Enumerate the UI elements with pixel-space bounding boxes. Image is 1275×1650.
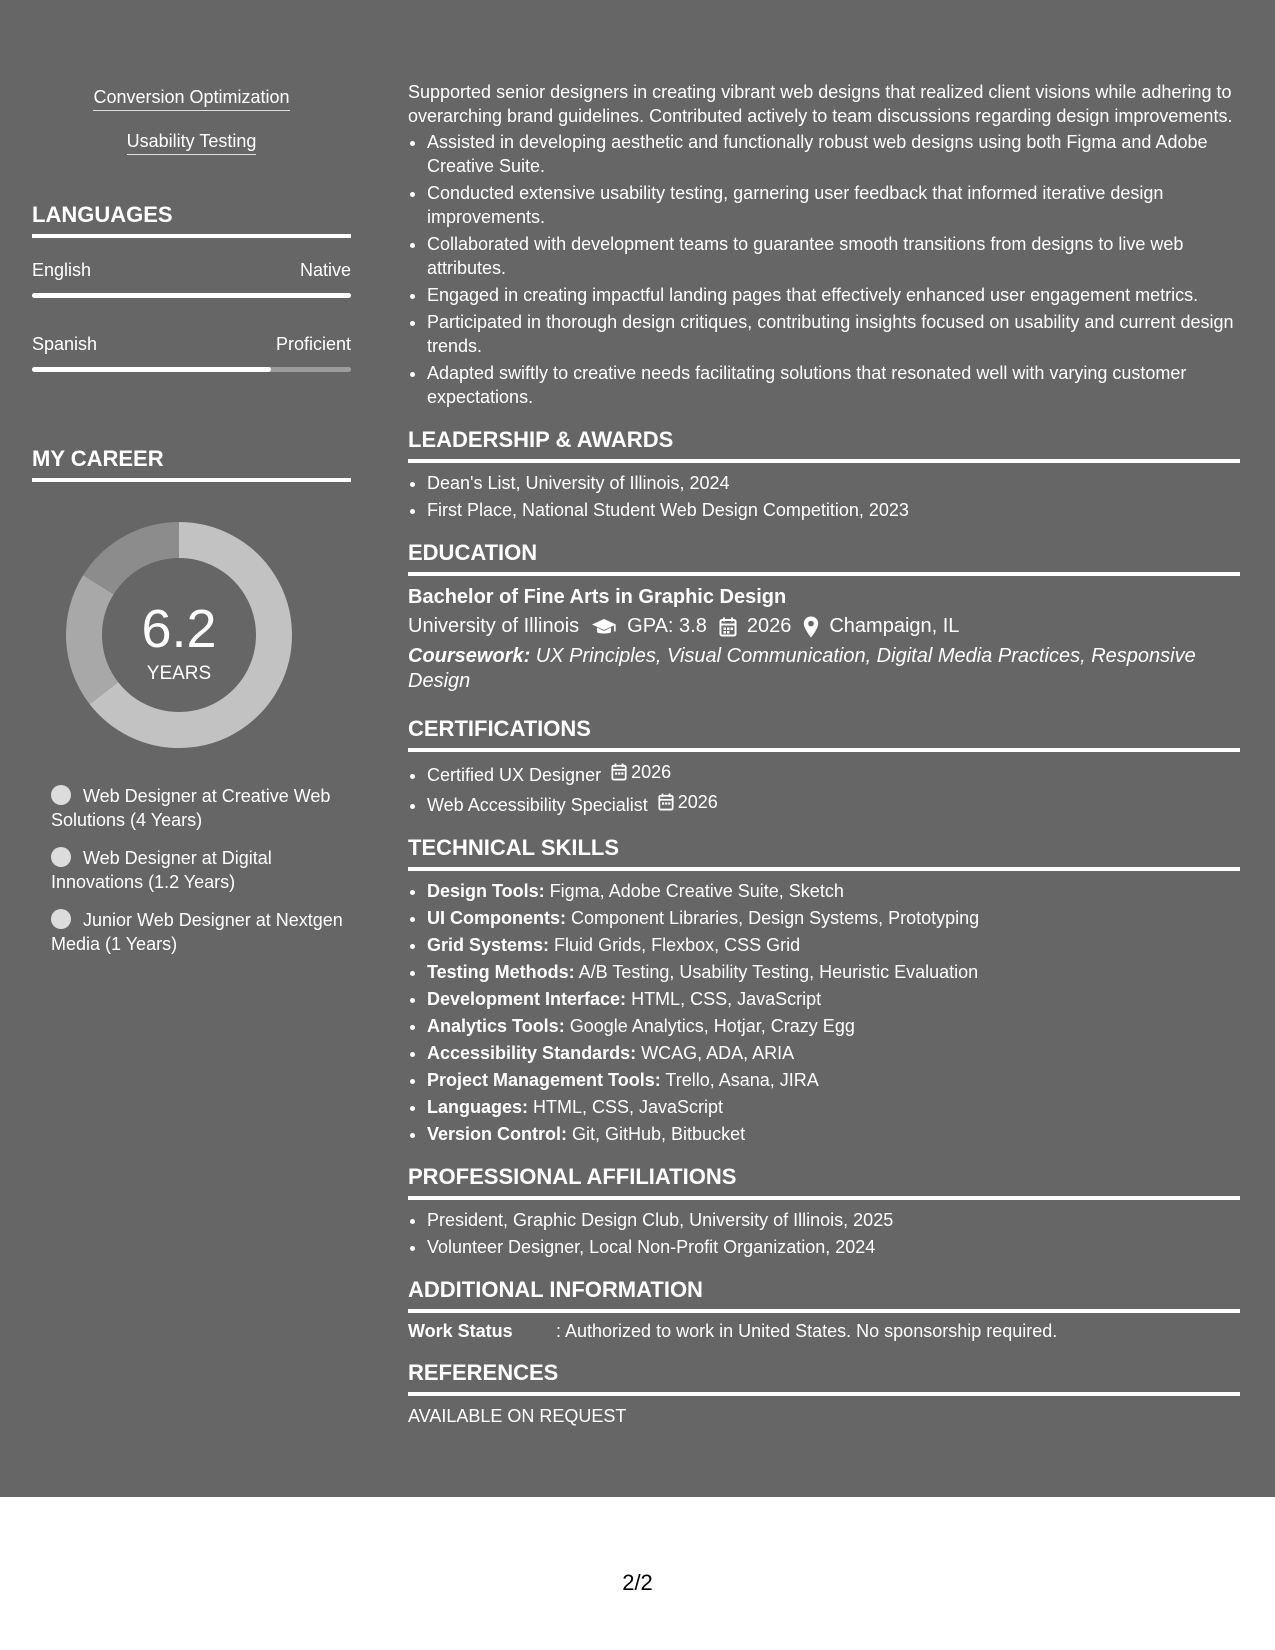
- list-item: [427, 790, 1240, 817]
- skill-value: Component Libraries, Design Systems, Prototyping: [566, 908, 980, 928]
- skill-value: WCAG, ADA, ARIA: [636, 1043, 795, 1063]
- skill-value: Figma, Adobe Creative Suite, Sketch: [544, 881, 844, 901]
- section-heading: ADDITIONAL INFORMATION: [408, 1277, 1240, 1313]
- skill-label: Grid Systems:: [427, 935, 550, 955]
- language-name: Spanish: [32, 334, 98, 354]
- gpa: GPA: 3.8: [627, 615, 707, 637]
- work-status-value: : Authorized to work in United States. No sponsorship required.: [556, 1321, 1058, 1341]
- skill-label: UI Components:: [427, 908, 566, 928]
- skill-value: HTML, CSS, JavaScript: [528, 1097, 724, 1117]
- skill-tags: [32, 86, 351, 174]
- list-item: [427, 1041, 1240, 1065]
- affiliations-section: [408, 1164, 1240, 1259]
- list-item: [427, 906, 1240, 930]
- experience-section: [408, 80, 1240, 409]
- work-status-row: [408, 1321, 1240, 1342]
- skill-value: Fluid Grids, Flexbox, CSS Grid: [549, 935, 801, 955]
- skill-value: Git, GitHub, Bitbucket: [567, 1124, 746, 1144]
- list-item: • Assisted in developing aesthetic and functionally robust web designs using both Figma and Adobe Creative Suite.: [427, 130, 1240, 178]
- language-bar-fill: [32, 293, 351, 298]
- list-item: [427, 760, 1240, 787]
- career-list: [51, 784, 351, 956]
- work-status-label: Work Status: [408, 1321, 513, 1341]
- list-item: [427, 1014, 1240, 1038]
- career-unit: YEARS: [146, 663, 212, 684]
- language-entry: [32, 334, 351, 372]
- certification-name: Web Accessibility Specialist: [427, 795, 648, 815]
- language-name: English: [32, 260, 92, 280]
- career-item: [51, 784, 351, 832]
- skill-value: HTML, CSS, JavaScript: [626, 989, 822, 1009]
- career-total: 6.2: [141, 599, 217, 659]
- career-arc: [98, 540, 179, 585]
- list-item: • Dean's List, University of Illinois, 2024: [427, 471, 1240, 495]
- certification-year: 2026: [631, 762, 672, 782]
- list-item: [427, 879, 1240, 903]
- bullet-dot-icon: [51, 847, 71, 867]
- skill-label: Accessibility Standards:: [427, 1043, 637, 1063]
- calendar-icon: [658, 793, 674, 811]
- career-heading: MY CAREER: [32, 446, 351, 482]
- education-section: [408, 540, 1240, 694]
- section-heading: TECHNICAL SKILLS: [408, 835, 1240, 871]
- skill-tag: Conversion Optimization: [93, 86, 289, 111]
- skill-value: Google Analytics, Hotjar, Crazy Egg: [564, 1016, 855, 1036]
- technical-skills-section: [408, 835, 1240, 1146]
- list-item: • Engaged in creating impactful landing pages that effectively enhanced user engagement metrics.: [427, 283, 1240, 307]
- language-level: Native: [299, 260, 351, 280]
- graduation-cap-icon: [591, 617, 617, 637]
- skill-label: Testing Methods:: [427, 962, 575, 982]
- skill-value: Trello, Asana, JIRA: [660, 1070, 819, 1090]
- languages-heading: LANGUAGES: [32, 202, 351, 238]
- list-item: [427, 933, 1240, 957]
- career-label: Web Designer at Creative Web Solutions (4 Years): [51, 786, 331, 830]
- list-item: • Conducted extensive usability testing, garnering user feedback that informed iterative design improvements.: [427, 181, 1240, 229]
- bullet-dot-icon: [51, 909, 71, 929]
- career-item: [51, 908, 351, 956]
- certification-year: 2026: [677, 792, 718, 812]
- skill-value: A/B Testing, Usability Testing, Heuristic Evaluation: [574, 962, 979, 982]
- language-bar: [32, 367, 351, 372]
- list-item: • Adapted swiftly to creative needs facilitating solutions that resonated well with varying customer expectations.: [427, 361, 1240, 409]
- page-number: 2/2: [622, 1570, 653, 1595]
- skill-label: Version Control:: [427, 1124, 568, 1144]
- career-label: Junior Web Designer at Nextgen Media (1 Years): [51, 910, 343, 954]
- skill-label: Project Management Tools:: [427, 1070, 661, 1090]
- experience-bullets: [408, 130, 1240, 409]
- bullet-dot-icon: [51, 785, 71, 805]
- skill-label: Design Tools:: [427, 881, 545, 901]
- main-content: [408, 80, 1240, 1427]
- education-meta: [408, 615, 1240, 638]
- calendar-icon: [611, 763, 627, 781]
- career-donut-chart: [66, 522, 292, 748]
- leadership-section: [408, 427, 1240, 522]
- certifications-section: [408, 716, 1240, 817]
- list-item: [427, 1095, 1240, 1119]
- coursework: [408, 644, 1240, 694]
- list-item: • Participated in thorough design critiques, contributing insights focused on usability and current design trends.: [427, 310, 1240, 358]
- experience-summary: Supported senior designers in creating vibrant web designs that realized client visions while adhering to overarching brand guidelines. Contributed actively to team discussions regarding design improvements.: [408, 82, 1233, 126]
- section-heading: EDUCATION: [408, 540, 1240, 576]
- section-heading: REFERENCES: [408, 1360, 1240, 1396]
- references-section: [408, 1360, 1240, 1427]
- skill-label: Languages:: [427, 1097, 529, 1117]
- leadership-list: [408, 471, 1240, 522]
- section-heading: CERTIFICATIONS: [408, 716, 1240, 752]
- skill-tag: Usability Testing: [127, 130, 257, 155]
- language-bar: [32, 293, 351, 298]
- graduation-year: 2026: [746, 615, 792, 637]
- list-item: [427, 1122, 1240, 1146]
- list-item: [427, 960, 1240, 984]
- references-text: AVAILABLE ON REQUEST: [408, 1406, 627, 1426]
- skill-label: Analytics Tools:: [427, 1016, 565, 1036]
- language-level: Proficient: [275, 334, 351, 354]
- list-item: • First Place, National Student Web Design Competition, 2023: [427, 498, 1240, 522]
- list-item: • Collaborated with development teams to guarantee smooth transitions from designs to live web attributes.: [427, 232, 1240, 280]
- language-bar-fill: [32, 367, 271, 372]
- section-heading: PROFESSIONAL AFFILIATIONS: [408, 1164, 1240, 1200]
- calendar-icon: [719, 617, 737, 637]
- affiliations-list: [408, 1208, 1240, 1259]
- career-arc: [84, 585, 104, 693]
- list-item: [427, 987, 1240, 1011]
- school-name: University of Illinois: [408, 615, 580, 637]
- career-item: [51, 846, 351, 894]
- list-item: • President, Graphic Design Club, University of Illinois, 2025: [427, 1208, 1240, 1232]
- certifications-list: [408, 760, 1240, 817]
- career-label: Web Designer at Digital Innovations (1.2 Years): [51, 848, 272, 892]
- section-heading: LEADERSHIP & AWARDS: [408, 427, 1240, 463]
- sidebar: [32, 86, 351, 970]
- coursework-label: Coursework:: [408, 645, 531, 667]
- language-entry: [32, 260, 351, 298]
- coursework-text: UX Principles, Visual Communication, Digital Media Practices, Responsive Design: [408, 645, 1196, 692]
- additional-info-section: [408, 1277, 1240, 1342]
- certification-name: Certified UX Designer: [427, 765, 602, 785]
- skill-label: Development Interface:: [427, 989, 627, 1009]
- list-item: [427, 1068, 1240, 1092]
- technical-skills-list: [408, 879, 1240, 1146]
- list-item: • Volunteer Designer, Local Non-Profit Organization, 2024: [427, 1235, 1240, 1259]
- school-location: Champaign, IL: [829, 615, 960, 637]
- degree-title: Bachelor of Fine Arts in Graphic Design: [408, 586, 787, 608]
- location-pin-icon: [803, 616, 819, 638]
